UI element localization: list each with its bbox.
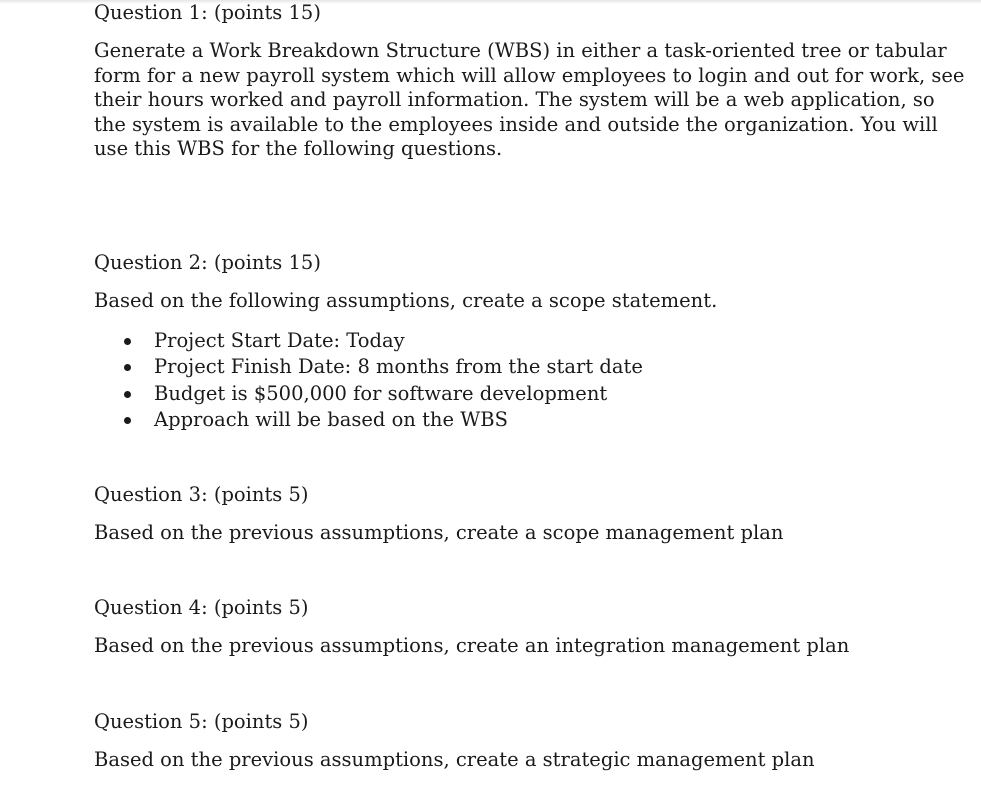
question-1-line: form for a new payroll system which will allow employees to login and out for work, see (94, 63, 965, 87)
bullet-icon (124, 338, 131, 345)
bullet-icon (124, 391, 131, 398)
question-3-body: Based on the previous assumptions, create a scope management plan (94, 521, 784, 544)
question-5-heading: Question 5: (points 5) (94, 710, 309, 733)
list-item (124, 354, 643, 380)
list-item (124, 328, 643, 354)
assumptions-list (124, 328, 643, 433)
list-item-text: Budget is $500,000 for software development (154, 381, 608, 405)
question-4-body: Based on the previous assumptions, create an integration management plan (94, 634, 850, 657)
question-1-line: Generate a Work Breakdown Structure (WBS) in either a task-oriented tree or tabular (94, 39, 947, 62)
question-2-heading: Question 2: (points 15) (94, 251, 321, 274)
question-3-heading: Question 3: (points 5) (94, 483, 309, 506)
list-item-text: Project Finish Date: 8 months from the start date (154, 355, 643, 379)
question-1-heading: Question 1: (points 15) (94, 1, 321, 24)
list-item (124, 381, 643, 407)
question-5-body: Based on the previous assumptions, create a strategic management plan (94, 748, 815, 771)
question-1-line: their hours worked and payroll information. The system will be a web application, so (94, 88, 935, 111)
list-item-text: Approach will be based on the WBS (154, 407, 508, 431)
question-4-heading: Question 4: (points 5) (94, 596, 309, 619)
question-1-line: use this WBS for the following questions. (94, 137, 503, 160)
bullet-icon (124, 364, 131, 371)
question-2-body: Based on the following assumptions, create a scope statement. (94, 289, 718, 312)
list-item-text: Project Start Date: Today (154, 329, 405, 352)
bullet-icon (124, 417, 131, 424)
list-item (124, 407, 643, 433)
question-1-line: the system is available to the employees inside and outside the organization. You will (94, 112, 938, 136)
question-1-body (94, 39, 965, 162)
